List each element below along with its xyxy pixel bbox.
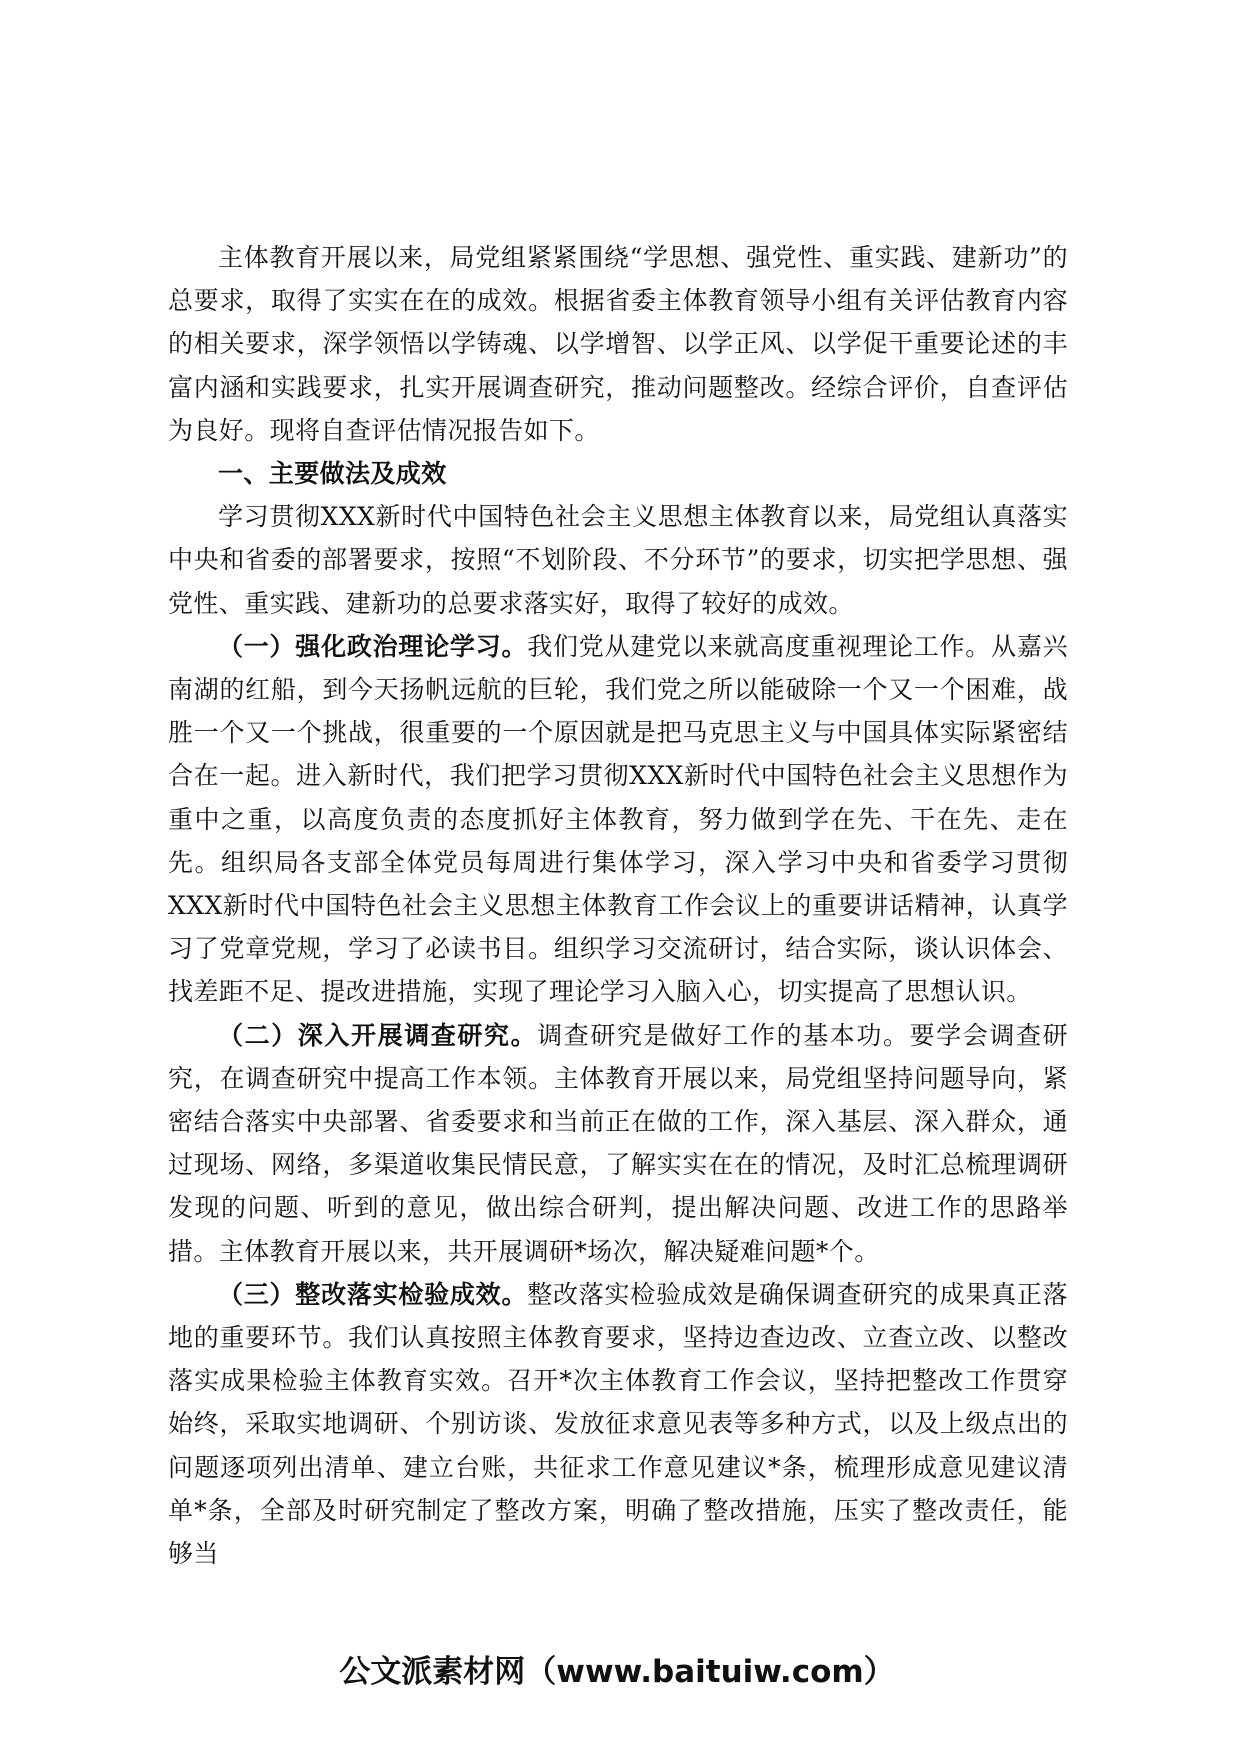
item-paragraph-3 [168,1273,1068,1575]
section-intro-paragraph: 学习贯彻XXX新时代中国特色社会主义思想主体教育以来，局党组认真落实中央和省委的部署要求，按照“不划阶段、不分环节”的要求，切实把学思想、强党性、重实践、建新功的总要求落实好，取得了较好的成效。 [168,502,1068,618]
item-lead-3: （三）整改落实检验成效。 [218,1279,528,1309]
item-paragraph-1 [168,625,1068,1014]
section-heading: 一、主要做法及成效 [218,459,447,489]
item-lead-1: （一）强化政治理论学习。 [218,631,528,661]
item-text-1: 我们党从建党以来就高度重视理论工作。从嘉兴南湖的红船，到今天扬帆远航的巨轮，我们党之所以能破除一个又一个困难，战胜一个又一个挑战，很重要的一个原因就是把马克思主义与中国具体实际紧密结合在一起。进入新时代，我们把学习贯彻XXX新时代中国特色社会主义思想作为重中之重，以高度负责的态度抓好主体教育，努力做到学在先、干在先、走在先。组织局各支部全体党员每周进行集体学习，深入学习中央和省委学习贯彻XXX新时代中国特色社会主义思想主体教育工作会议上的重要讲话精神，认真学习了党章党规，学习了必读书目。组织学习交流研讨，结合实际，谈认识体会、找差距不足、提改进措施，实现了理论学习入脑入心，切实提高了思想认识。 [168,631,1068,1007]
footer-watermark: 公文派素材网（www.baituiw.com） [339,1654,895,1690]
intro-paragraph: 主体教育开展以来，局党组紧紧围绕“学思想、强党性、重实践、建新功”的总要求，取得了实实在在的成效。根据省委主体教育领导小组有关评估教育内容的相关要求，深学领悟以学铸魂、以学增智、以学正风、以学促干重要论述的丰富内涵和实践要求，扎实开展调查研究，推动问题整改。经综合评价，自查评估为良好。现将自查评估情况报告如下。 [168,243,1068,445]
document-body [168,236,1068,1575]
item-text-3: 整改落实检验成效是确保调查研究的成果真正落地的重要环节。我们认真按照主体教育要求，坚持边查边改、立查立改、以整改落实成果检验主体教育实效。召开*次主体教育工作会议，坚持把整改工作贯穿始终，采取实地调研、个别访谈、发放征求意见表等多种方式，以及上级点出的问题逐项列出清单、建立台账，共征求工作意见建议*条，梳理形成意见建议清单*条，全部及时研究制定了整改方案，明确了整改措施，压实了整改责任，能够当 [168,1279,1068,1569]
item-paragraph-2 [168,1014,1068,1273]
item-lead-2: （二）深入开展调查研究。 [218,1020,538,1050]
item-text-2: 调查研究是做好工作的基本功。要学会调查研究，在调查研究中提高工作本领。主体教育开展以来，局党组坚持问题导向，紧密结合落实中央部署、省委要求和当前正在做的工作，深入基层、深入群众，通过现场、网络，多渠道收集民情民意，了解实实在在的情况，及时汇总梳理调研发现的问题、听到的意见，做出综合研判，提出解决问题、改进工作的思路举措。主体教育开展以来，共开展调研*场次，解决疑难问题*个。 [168,1020,1068,1266]
